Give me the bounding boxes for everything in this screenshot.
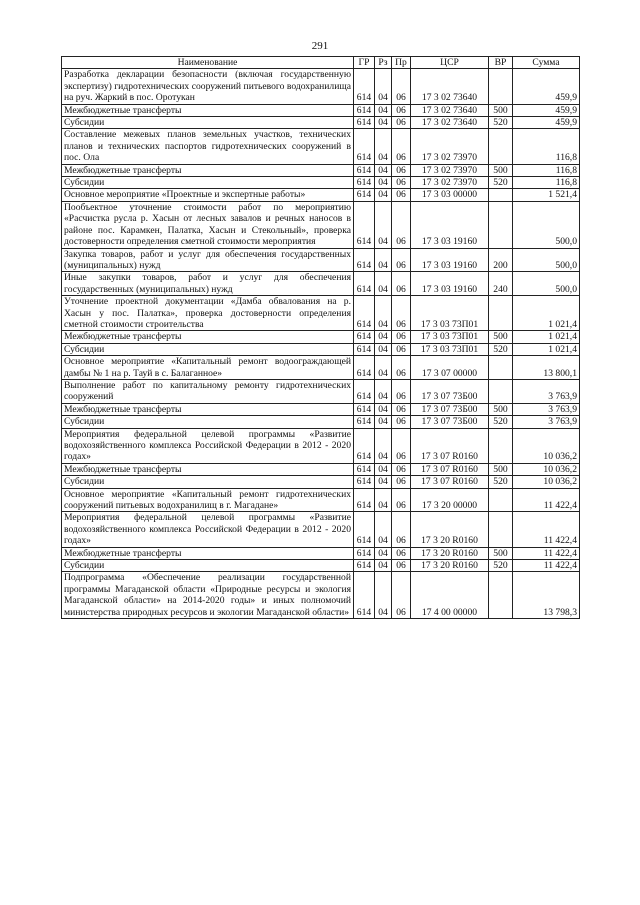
- cell-name: Межбюджетные трансферты: [62, 547, 354, 559]
- cell-rz: 04: [375, 547, 392, 559]
- cell-gr: 614: [354, 343, 375, 355]
- cell-sum: 10 036,2: [513, 476, 580, 488]
- cell-vr: [489, 428, 513, 463]
- table-row: [62, 403, 580, 415]
- cell-vr: [489, 201, 513, 248]
- cell-rz: 04: [375, 476, 392, 488]
- cell-gr: 614: [354, 104, 375, 116]
- cell-pr: 06: [392, 512, 411, 547]
- cell-vr: 500: [489, 463, 513, 475]
- cell-csr: 17 3 07 73Б00: [411, 416, 489, 428]
- table-row: [62, 272, 580, 296]
- cell-csr: 17 3 02 73970: [411, 164, 489, 176]
- cell-pr: 06: [392, 403, 411, 415]
- cell-pr: 06: [392, 164, 411, 176]
- cell-sum: 1 521,4: [513, 189, 580, 201]
- cell-name: Субсидии: [62, 343, 354, 355]
- cell-rz: 04: [375, 560, 392, 572]
- cell-csr: 17 3 07 R0160: [411, 463, 489, 475]
- cell-rz: 04: [375, 331, 392, 343]
- cell-vr: 500: [489, 403, 513, 415]
- table-body: [62, 69, 580, 619]
- cell-name: Основное мероприятие «Капитальный ремонт водоограждающей дамбы № 1 на р. Тауй в с. Балаганное»: [62, 356, 354, 380]
- cell-vr: 520: [489, 177, 513, 189]
- cell-csr: 17 3 03 19160: [411, 201, 489, 248]
- cell-rz: 04: [375, 296, 392, 331]
- cell-sum: 13 800,1: [513, 356, 580, 380]
- cell-gr: 614: [354, 428, 375, 463]
- cell-rz: 04: [375, 164, 392, 176]
- cell-sum: 11 422,4: [513, 560, 580, 572]
- cell-pr: 06: [392, 428, 411, 463]
- cell-sum: 500,0: [513, 272, 580, 296]
- cell-sum: 500,0: [513, 248, 580, 272]
- cell-vr: 520: [489, 416, 513, 428]
- cell-sum: 459,9: [513, 104, 580, 116]
- cell-sum: 3 763,9: [513, 403, 580, 415]
- cell-csr: 17 3 02 73970: [411, 129, 489, 164]
- header-sum: Сумма: [513, 57, 580, 69]
- table-row: [62, 331, 580, 343]
- cell-vr: 240: [489, 272, 513, 296]
- cell-rz: 04: [375, 201, 392, 248]
- cell-pr: 06: [392, 117, 411, 129]
- header-gr: ГР: [354, 57, 375, 69]
- cell-csr: 17 3 07 R0160: [411, 476, 489, 488]
- cell-vr: 520: [489, 117, 513, 129]
- cell-pr: 06: [392, 560, 411, 572]
- header-name: Наименование: [62, 57, 354, 69]
- cell-gr: 614: [354, 476, 375, 488]
- cell-rz: 04: [375, 488, 392, 512]
- cell-vr: 200: [489, 248, 513, 272]
- table-row: [62, 117, 580, 129]
- cell-rz: 04: [375, 379, 392, 403]
- cell-name: Составление межевых планов земельных участков, технических планов и технических паспортов гидротехнических сооружений в пос. Ола: [62, 129, 354, 164]
- cell-pr: 06: [392, 331, 411, 343]
- cell-name: Межбюджетные трансферты: [62, 164, 354, 176]
- cell-pr: 06: [392, 547, 411, 559]
- table-row: [62, 177, 580, 189]
- cell-gr: 614: [354, 512, 375, 547]
- cell-csr: 17 3 03 19160: [411, 248, 489, 272]
- cell-name: Субсидии: [62, 416, 354, 428]
- header-row: [62, 57, 580, 69]
- cell-sum: 1 021,4: [513, 296, 580, 331]
- cell-rz: 04: [375, 463, 392, 475]
- cell-csr: 17 3 07 73Б00: [411, 379, 489, 403]
- cell-sum: 11 422,4: [513, 512, 580, 547]
- cell-rz: 04: [375, 403, 392, 415]
- cell-csr: 17 3 03 73П01: [411, 296, 489, 331]
- cell-gr: 614: [354, 572, 375, 619]
- cell-name: Основное мероприятие «Проектные и экспертные работы»: [62, 189, 354, 201]
- cell-name: Межбюджетные трансферты: [62, 403, 354, 415]
- cell-sum: 459,9: [513, 69, 580, 104]
- table-row: [62, 356, 580, 380]
- cell-vr: [489, 129, 513, 164]
- header-rz: Рз: [375, 57, 392, 69]
- table-row: [62, 201, 580, 248]
- cell-pr: 06: [392, 129, 411, 164]
- table-row: [62, 296, 580, 331]
- cell-rz: 04: [375, 104, 392, 116]
- cell-sum: 459,9: [513, 117, 580, 129]
- cell-rz: 04: [375, 117, 392, 129]
- cell-name: Основное мероприятие «Капитальный ремонт гидротехнических сооружений питьевых водохранилищ в г. Магадане»: [62, 488, 354, 512]
- table-row: [62, 547, 580, 559]
- cell-gr: 614: [354, 416, 375, 428]
- cell-vr: [489, 512, 513, 547]
- cell-rz: 04: [375, 572, 392, 619]
- cell-csr: 17 3 20 00000: [411, 488, 489, 512]
- cell-pr: 06: [392, 248, 411, 272]
- cell-name: Закупка товаров, работ и услуг для обеспечения государственных (муниципальных) нужд: [62, 248, 354, 272]
- cell-pr: 06: [392, 572, 411, 619]
- cell-gr: 614: [354, 331, 375, 343]
- cell-rz: 04: [375, 428, 392, 463]
- cell-pr: 06: [392, 189, 411, 201]
- cell-vr: 500: [489, 164, 513, 176]
- table-row: [62, 488, 580, 512]
- cell-sum: 11 422,4: [513, 488, 580, 512]
- table-row: [62, 476, 580, 488]
- cell-csr: 17 3 07 00000: [411, 356, 489, 380]
- cell-gr: 614: [354, 488, 375, 512]
- cell-csr: 17 3 03 73П01: [411, 331, 489, 343]
- cell-vr: 520: [489, 343, 513, 355]
- table-row: [62, 416, 580, 428]
- cell-vr: [489, 356, 513, 380]
- table-row: [62, 104, 580, 116]
- header-pr: Пр: [392, 57, 411, 69]
- cell-pr: 06: [392, 463, 411, 475]
- cell-name: Мероприятия федеральной целевой программы «Развитие водохозяйственного комплекса Российской Федерации в 2012 - 2020 годах»: [62, 428, 354, 463]
- cell-sum: 1 021,4: [513, 331, 580, 343]
- cell-pr: 06: [392, 476, 411, 488]
- table-row: [62, 512, 580, 547]
- cell-gr: 614: [354, 547, 375, 559]
- cell-vr: [489, 379, 513, 403]
- cell-gr: 614: [354, 69, 375, 104]
- cell-name: Пообъектное уточнение стоимости работ по мероприятию «Расчистка русла р. Хасын от лесных завалов и речных наносов в районе пос. Карамкен, Палатка, Хасын и Стекольный», проверка достоверности определения сметной стоимости мероприятия: [62, 201, 354, 248]
- header-csr: ЦСР: [411, 57, 489, 69]
- cell-pr: 06: [392, 343, 411, 355]
- cell-gr: 614: [354, 403, 375, 415]
- cell-csr: 17 3 20 R0160: [411, 512, 489, 547]
- table-row: [62, 343, 580, 355]
- cell-gr: 614: [354, 117, 375, 129]
- cell-vr: [489, 572, 513, 619]
- cell-sum: 11 422,4: [513, 547, 580, 559]
- cell-name: Субсидии: [62, 476, 354, 488]
- table-row: [62, 463, 580, 475]
- cell-rz: 04: [375, 512, 392, 547]
- cell-gr: 614: [354, 201, 375, 248]
- cell-pr: 06: [392, 272, 411, 296]
- cell-vr: 500: [489, 331, 513, 343]
- cell-vr: 500: [489, 547, 513, 559]
- cell-vr: 520: [489, 560, 513, 572]
- cell-name: Субсидии: [62, 560, 354, 572]
- cell-gr: 614: [354, 189, 375, 201]
- cell-rz: 04: [375, 343, 392, 355]
- cell-gr: 614: [354, 272, 375, 296]
- cell-sum: 3 763,9: [513, 416, 580, 428]
- cell-csr: 17 3 02 73640: [411, 69, 489, 104]
- cell-pr: 06: [392, 69, 411, 104]
- cell-name: Межбюджетные трансферты: [62, 463, 354, 475]
- cell-rz: 04: [375, 177, 392, 189]
- table-row: [62, 69, 580, 104]
- cell-name: Выполнение работ по капитальному ремонту гидротехнических сооружений: [62, 379, 354, 403]
- cell-pr: 06: [392, 488, 411, 512]
- cell-pr: 06: [392, 356, 411, 380]
- cell-rz: 04: [375, 69, 392, 104]
- cell-gr: 614: [354, 248, 375, 272]
- cell-name: Межбюджетные трансферты: [62, 104, 354, 116]
- cell-vr: [489, 69, 513, 104]
- table-row: [62, 572, 580, 619]
- cell-sum: 3 763,9: [513, 379, 580, 403]
- cell-csr: 17 3 02 73970: [411, 177, 489, 189]
- cell-gr: 614: [354, 560, 375, 572]
- page-number: 291: [311, 40, 329, 52]
- cell-vr: [489, 189, 513, 201]
- cell-pr: 06: [392, 177, 411, 189]
- cell-sum: 116,8: [513, 164, 580, 176]
- cell-rz: 04: [375, 356, 392, 380]
- table-row: [62, 560, 580, 572]
- table-row: [62, 164, 580, 176]
- cell-csr: 17 3 20 R0160: [411, 560, 489, 572]
- cell-gr: 614: [354, 379, 375, 403]
- table-row: [62, 248, 580, 272]
- cell-rz: 04: [375, 129, 392, 164]
- cell-pr: 06: [392, 104, 411, 116]
- cell-pr: 06: [392, 379, 411, 403]
- cell-gr: 614: [354, 129, 375, 164]
- table-row: [62, 379, 580, 403]
- cell-sum: 10 036,2: [513, 463, 580, 475]
- cell-gr: 614: [354, 463, 375, 475]
- cell-csr: 17 3 20 R0160: [411, 547, 489, 559]
- table-row: [62, 189, 580, 201]
- cell-gr: 614: [354, 164, 375, 176]
- cell-csr: 17 3 02 73640: [411, 104, 489, 116]
- cell-gr: 614: [354, 177, 375, 189]
- cell-sum: 116,8: [513, 177, 580, 189]
- cell-sum: 10 036,2: [513, 428, 580, 463]
- header-vr: ВР: [489, 57, 513, 69]
- cell-pr: 06: [392, 201, 411, 248]
- cell-name: Субсидии: [62, 117, 354, 129]
- cell-rz: 04: [375, 416, 392, 428]
- cell-sum: 1 021,4: [513, 343, 580, 355]
- cell-rz: 04: [375, 272, 392, 296]
- cell-name: Разработка декларации безопасности (включая государственную экспертизу) гидротехнических сооружений питьевого водохранилища на руч. Жаркий в пос. Оротукан: [62, 69, 354, 104]
- cell-rz: 04: [375, 248, 392, 272]
- cell-sum: 116,8: [513, 129, 580, 164]
- cell-vr: [489, 488, 513, 512]
- cell-name: Уточнение проектной документации «Дамба обвалования на р. Хасын у пос. Палатка», проверка достоверности определения сметной стоимости строительства: [62, 296, 354, 331]
- cell-csr: 17 4 00 00000: [411, 572, 489, 619]
- cell-csr: 17 3 07 R0160: [411, 428, 489, 463]
- cell-vr: 500: [489, 104, 513, 116]
- cell-rz: 04: [375, 189, 392, 201]
- cell-csr: 17 3 02 73640: [411, 117, 489, 129]
- cell-pr: 06: [392, 416, 411, 428]
- cell-sum: 13 798,3: [513, 572, 580, 619]
- cell-name: Подпрограмма «Обеспечение реализации государственной программы Магаданской области «Природные ресурсы и экология Магаданской области» на 2014-2020 годы» и иных полномочий министерства природных ресурсов и экологии Магаданской области»: [62, 572, 354, 619]
- cell-vr: 520: [489, 476, 513, 488]
- cell-csr: 17 3 03 19160: [411, 272, 489, 296]
- cell-vr: [489, 296, 513, 331]
- cell-name: Мероприятия федеральной целевой программы «Развитие водохозяйственного комплекса Российской Федерации в 2012 - 2020 годах»: [62, 512, 354, 547]
- budget-table: [61, 56, 580, 619]
- cell-csr: 17 3 07 73Б00: [411, 403, 489, 415]
- table-row: [62, 129, 580, 164]
- cell-csr: 17 3 03 73П01: [411, 343, 489, 355]
- cell-name: Субсидии: [62, 177, 354, 189]
- cell-csr: 17 3 03 00000: [411, 189, 489, 201]
- cell-name: Межбюджетные трансферты: [62, 331, 354, 343]
- table-row: [62, 428, 580, 463]
- cell-pr: 06: [392, 296, 411, 331]
- cell-gr: 614: [354, 296, 375, 331]
- cell-name: Иные закупки товаров, работ и услуг для обеспечения государственных (муниципальных) нужд: [62, 272, 354, 296]
- cell-sum: 500,0: [513, 201, 580, 248]
- cell-gr: 614: [354, 356, 375, 380]
